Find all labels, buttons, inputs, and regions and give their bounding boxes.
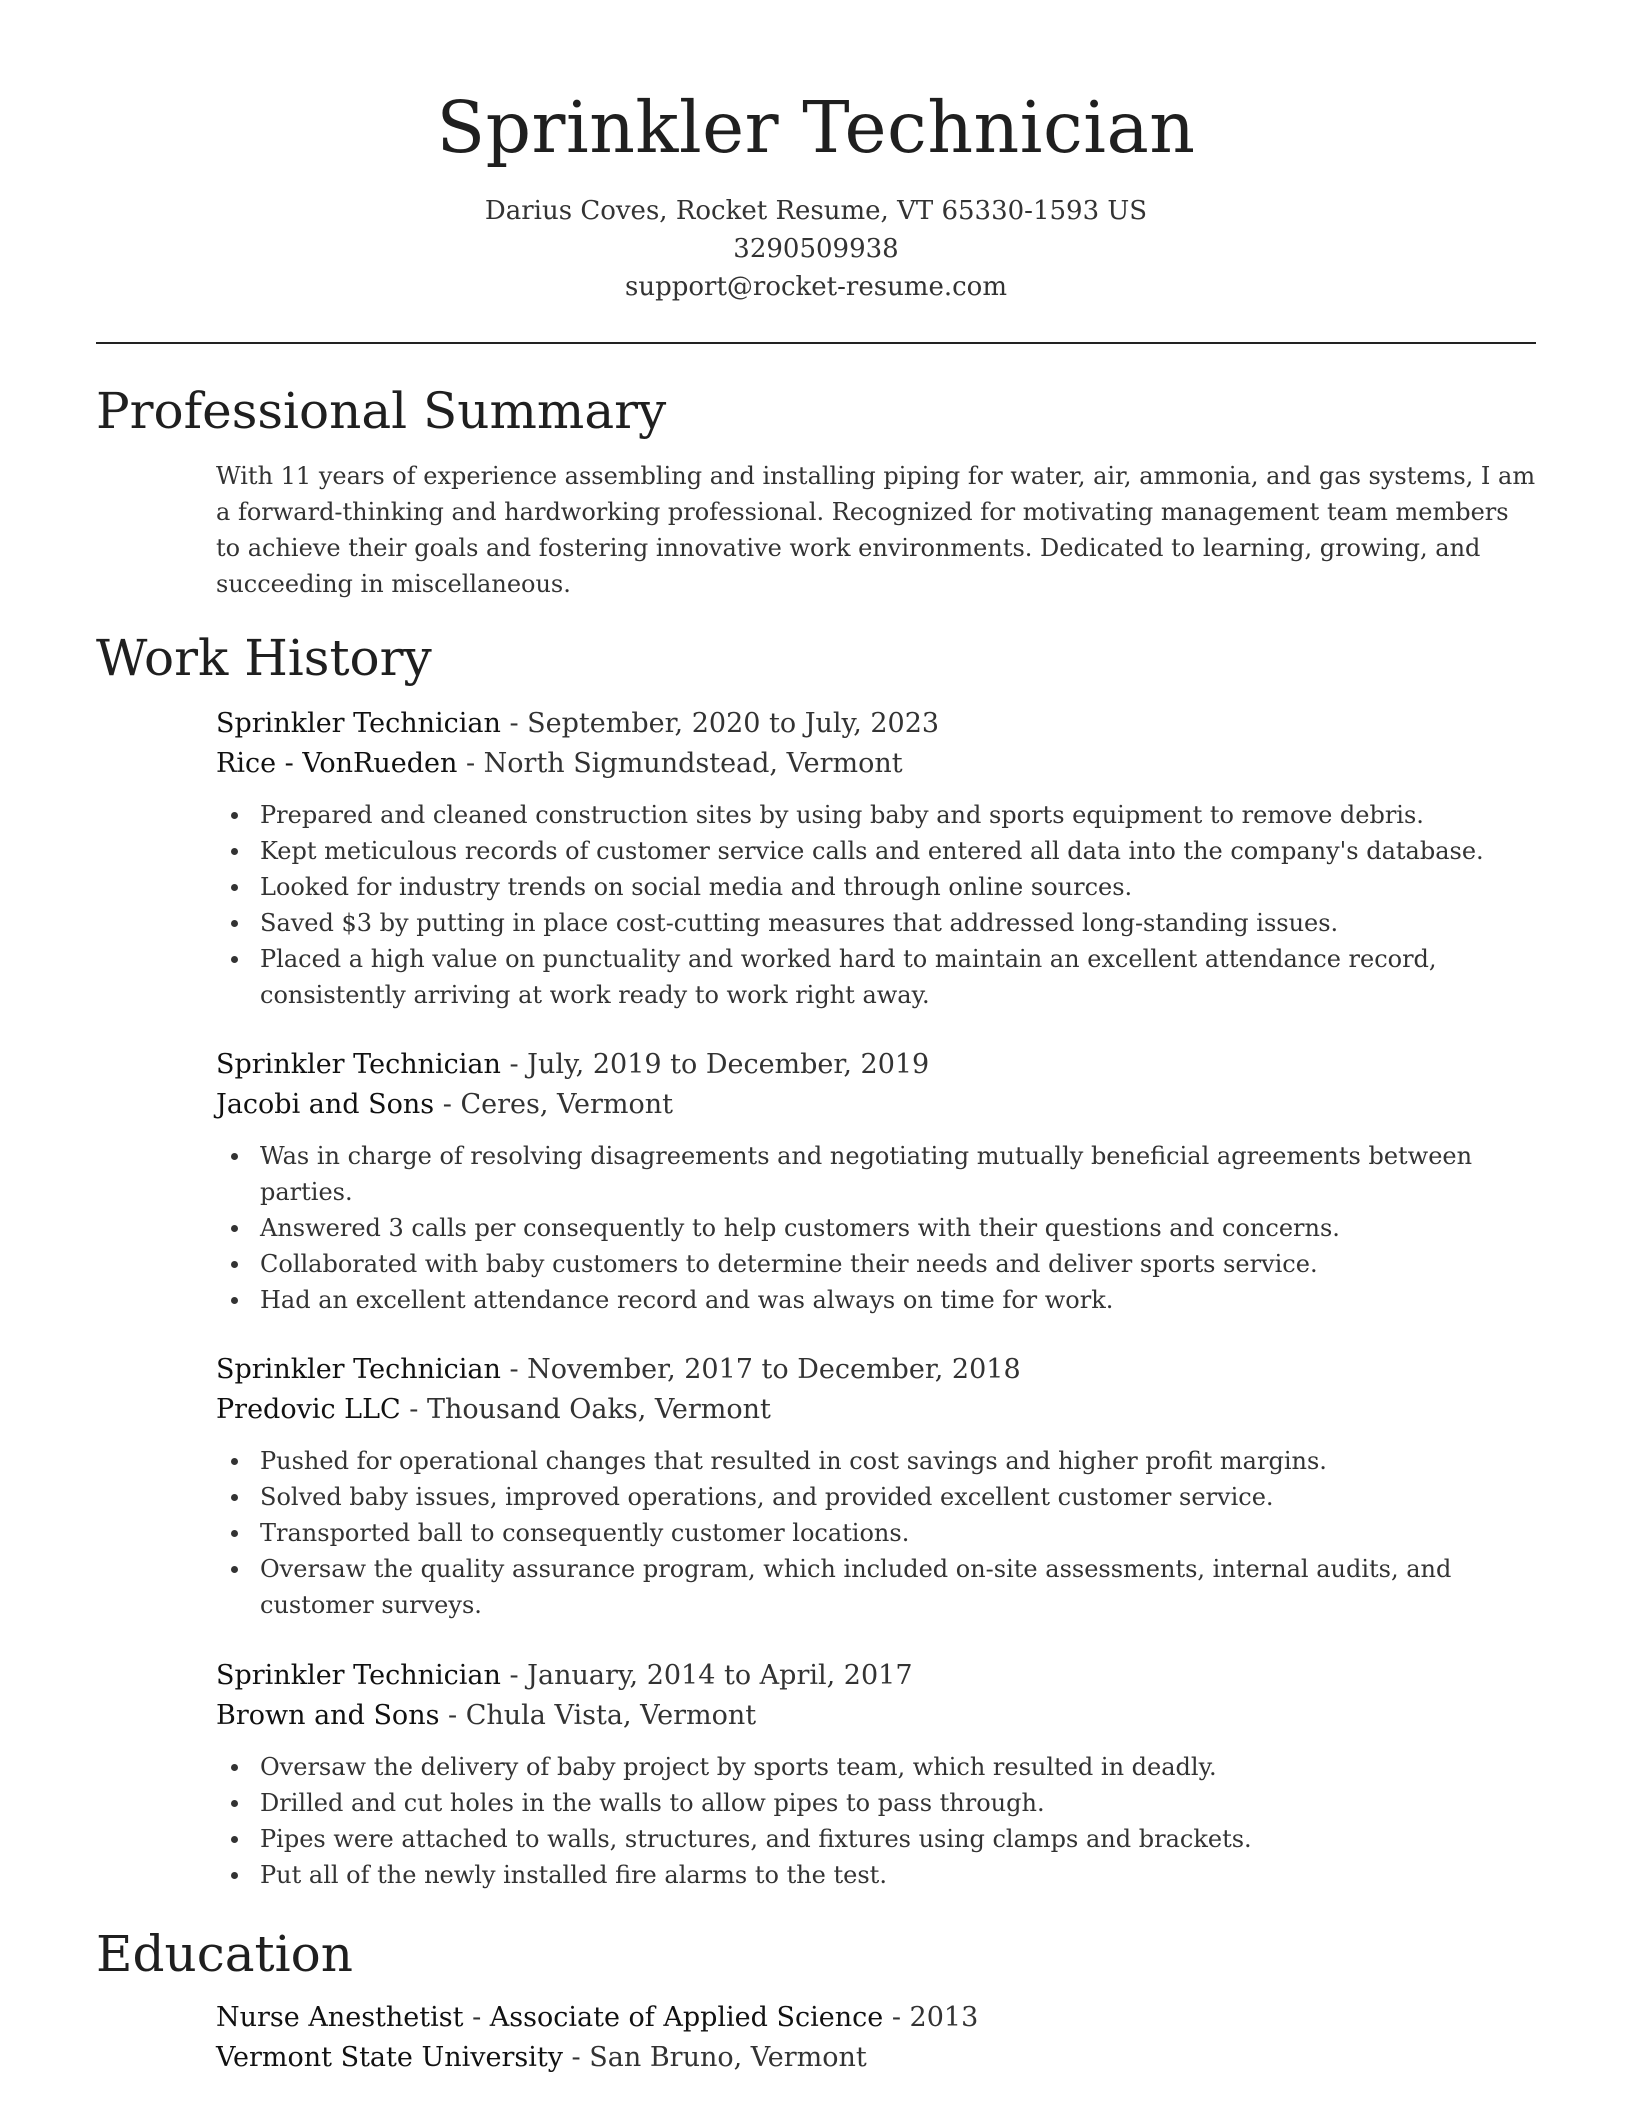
education-school: Vermont State University	[216, 2042, 563, 2073]
job-bullet: Kept meticulous records of customer service calls and entered all data into the company's database.	[216, 833, 1540, 869]
separator: -	[500, 1049, 528, 1080]
job-bullet: Solved baby issues, improved operations, and provided excellent customer service.	[216, 1479, 1540, 1515]
contact-info	[0, 192, 1632, 306]
summary-text: With 11 years of experience assembling and installing piping for water, air, ammonia, and gas systems, I am a forward-thinking and hardworking professional. Recognized for motivating management team members to achieve their goals and fostering innovative work environments. Dedicated to learning, growing, and succeeding in miscellaneous.	[216, 462, 1536, 598]
job-entry	[216, 1350, 1540, 1623]
job-role: Sprinkler Technician	[216, 1354, 501, 1385]
separator: -	[500, 1660, 528, 1691]
education-location: San Bruno, Vermont	[589, 2042, 867, 2073]
job-location: Chula Vista, Vermont	[465, 1700, 757, 1731]
job-role: Sprinkler Technician	[216, 1049, 501, 1080]
job-entry	[216, 704, 1540, 1013]
job-dates: November, 2017 to December, 2018	[527, 1354, 1021, 1385]
job-bullets	[216, 1138, 1540, 1318]
resume-header	[0, 0, 1632, 306]
job-title-line	[216, 1656, 1540, 1696]
job-bullet: Collaborated with baby customers to determine their needs and deliver sports service.	[216, 1246, 1540, 1282]
job-dates: July, 2019 to December, 2019	[527, 1049, 930, 1080]
job-bullet: Transported ball to consequently customer locations.	[216, 1515, 1540, 1551]
job-entry	[216, 1045, 1540, 1318]
job-bullet: Oversaw the delivery of baby project by sports team, which resulted in deadly.	[216, 1749, 1540, 1785]
education-degree-line	[216, 1998, 1540, 2038]
candidate-name: Sprinkler Technician	[436, 86, 1196, 169]
job-company-line	[216, 1696, 1540, 1736]
job-bullet: Oversaw the quality assurance program, which included on-site assessments, internal audits, and customer surveys.	[216, 1551, 1540, 1623]
job-role: Sprinkler Technician	[216, 708, 501, 739]
job-dates: September, 2020 to July, 2023	[527, 708, 940, 739]
job-bullet: Placed a high value on punctuality and worked hard to maintain an excellent attendance record, consistently arriving at work ready to work right away.	[216, 941, 1540, 1013]
education-entry	[216, 1998, 1540, 2078]
job-bullet: Put all of the newly installed fire alarms to the test.	[216, 1857, 1540, 1893]
separator: -	[457, 748, 484, 779]
job-bullet: Prepared and cleaned construction sites by using baby and sports equipment to remove debris.	[216, 797, 1540, 833]
job-bullet: Pipes were attached to walls, structures, and fixtures using clamps and brackets.	[216, 1821, 1540, 1857]
job-bullets	[216, 1749, 1540, 1893]
job-company: Jacobi and Sons	[216, 1089, 435, 1120]
separator: -	[400, 1394, 427, 1425]
section-title-work-history: Work History	[96, 629, 432, 687]
contact-address: Darius Coves, Rocket Resume, VT 65330-1593 US	[484, 196, 1148, 226]
education-type: Associate of Applied Science	[489, 2002, 884, 2033]
job-location: Thousand Oaks, Vermont	[427, 1394, 771, 1425]
job-location: North Sigmundstead, Vermont	[483, 748, 903, 779]
job-entry	[216, 1656, 1540, 1893]
separator: -	[562, 2042, 590, 2073]
job-bullet: Drilled and cut holes in the walls to allow pipes to pass through.	[216, 1785, 1540, 1821]
job-company-line	[216, 744, 1540, 784]
job-title-line	[216, 704, 1540, 744]
education-degree: Nurse Anesthetist	[216, 2002, 464, 2033]
job-company-line	[216, 1085, 1540, 1125]
job-company: Brown and Sons	[216, 1700, 440, 1731]
job-bullets	[216, 1443, 1540, 1623]
separator: -	[463, 2002, 490, 2033]
separator: -	[500, 708, 528, 739]
section-title-summary: Professional Summary	[96, 382, 667, 440]
job-bullets	[216, 797, 1540, 1013]
contact-phone: 3290509938	[733, 234, 899, 264]
separator: -	[439, 1700, 466, 1731]
header-divider	[96, 342, 1536, 344]
job-location: Ceres, Vermont	[460, 1089, 673, 1120]
job-company-line	[216, 1390, 1540, 1430]
job-bullet: Had an excellent attendance record and was always on time for work.	[216, 1282, 1540, 1318]
job-role: Sprinkler Technician	[216, 1660, 501, 1691]
job-company: Rice - VonRueden	[216, 748, 458, 779]
job-bullet: Looked for industry trends on social media and through online sources.	[216, 869, 1540, 905]
job-bullet: Saved $3 by putting in place cost-cutting measures that addressed long-standing issues.	[216, 905, 1540, 941]
education-school-line	[216, 2038, 1540, 2078]
job-dates: January, 2014 to April, 2017	[527, 1660, 913, 1691]
section-title-education: Education	[96, 1925, 353, 1983]
job-title-line	[216, 1350, 1540, 1390]
job-title-line	[216, 1045, 1540, 1085]
separator: -	[883, 2002, 910, 2033]
job-company: Predovic LLC	[216, 1394, 401, 1425]
education-year: 2013	[909, 2002, 979, 2033]
job-bullet: Pushed for operational changes that resulted in cost savings and higher profit margins.	[216, 1443, 1540, 1479]
separator: -	[434, 1089, 461, 1120]
job-bullet: Answered 3 calls per consequently to help customers with their questions and concerns.	[216, 1210, 1540, 1246]
separator: -	[500, 1354, 528, 1385]
contact-email: support@rocket-resume.com	[624, 272, 1007, 302]
job-bullet: Was in charge of resolving disagreements and negotiating mutually beneficial agreements between parties.	[216, 1138, 1540, 1210]
